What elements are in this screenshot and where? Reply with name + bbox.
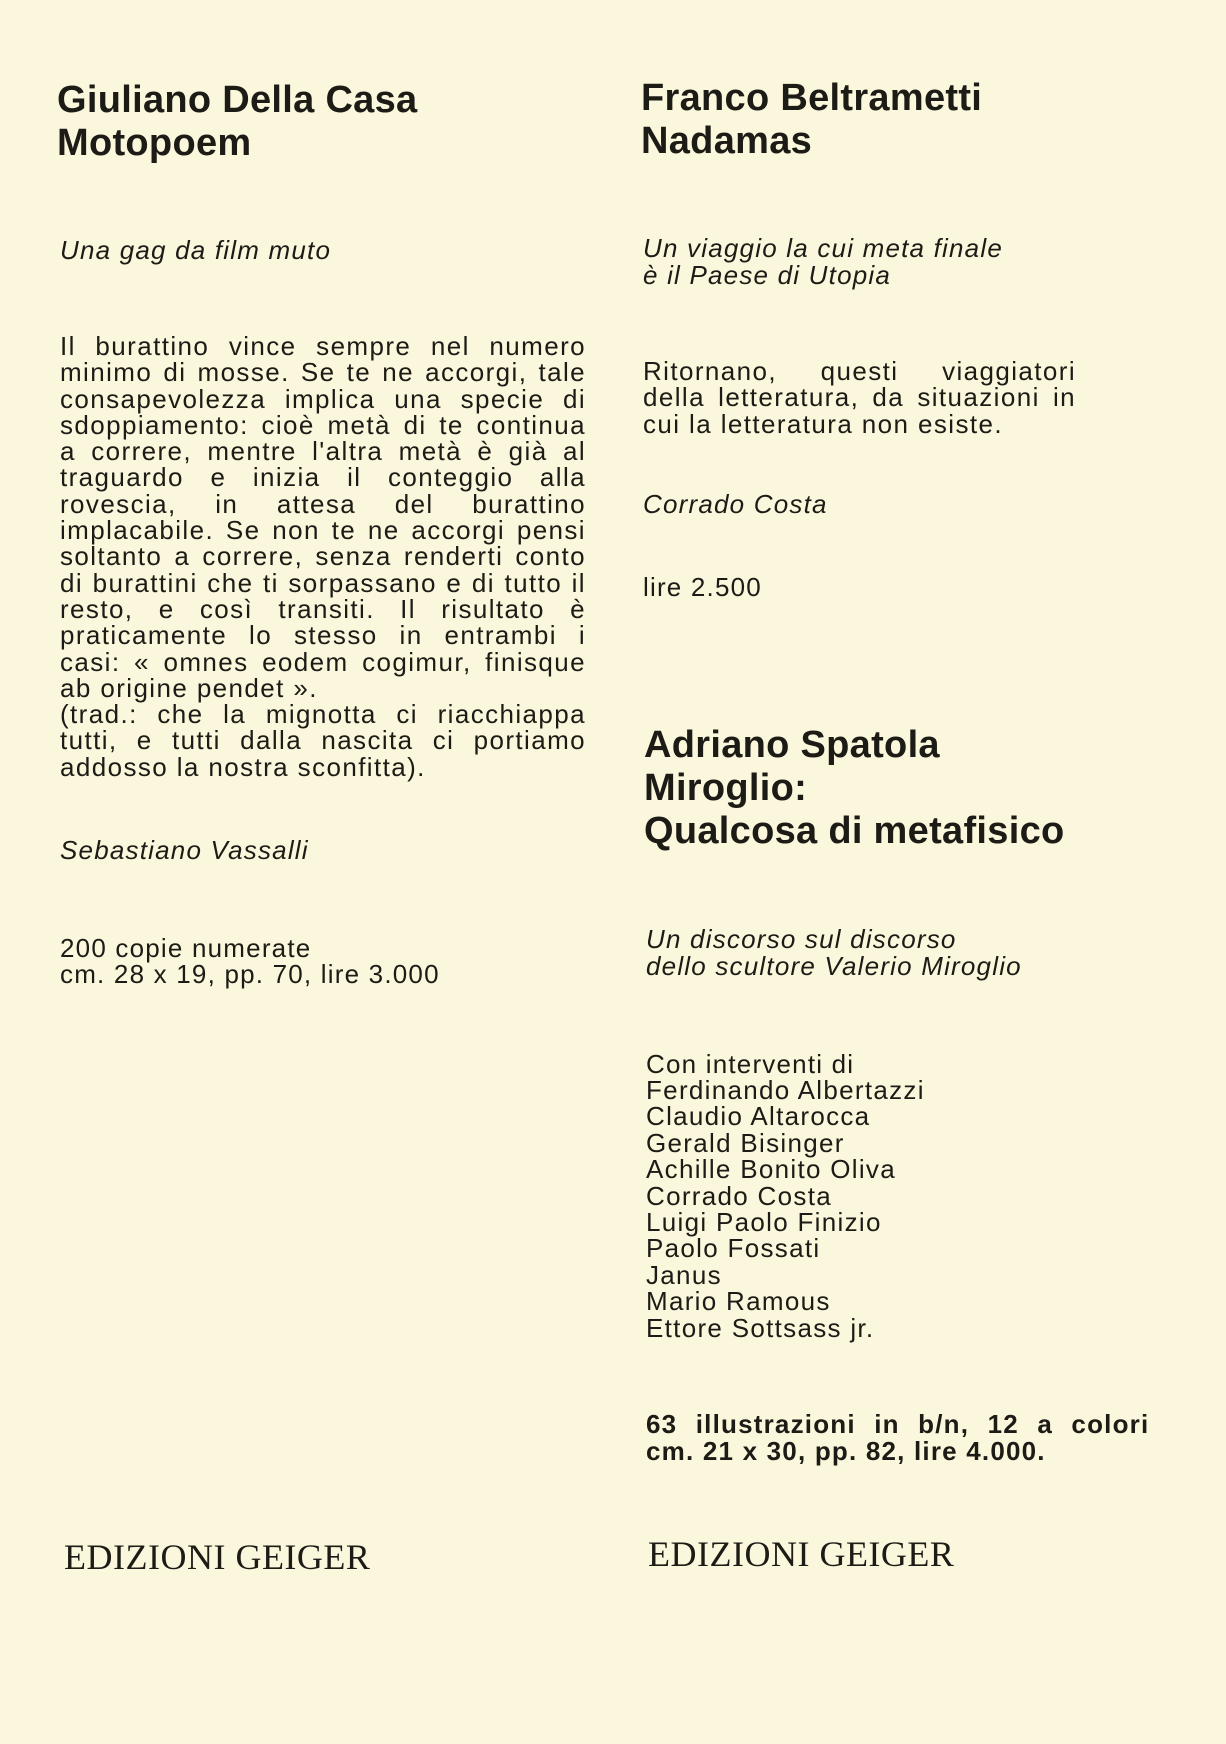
publisher-imprint-right: EDIZIONI GEIGER [648,1534,955,1574]
book-subtitle-nadamas-line2: è il Paese di Utopia [643,260,892,290]
spec-line-miroglio-dimensions: cm. 21 x 30, pp. 82, lire 4.000. [646,1436,1046,1466]
spec-line-dimensions: cm. 28 x 19, pp. 70, lire 3.000 [60,959,440,989]
list-item: Ferdinando Albertazzi [646,1075,925,1105]
spec-line-copies: 200 copie numerate [60,933,312,963]
book-subtitle-nadamas-line1: Un viaggio la cui meta finale [643,233,1003,263]
list-item: Paolo Fossati [646,1233,821,1264]
list-item: Claudio Altarocca [646,1101,871,1132]
reviewer-costa: Corrado Costa [643,489,828,519]
spec-line-illustrations: 63 illustrazioni in b/n, 12 a colori [646,1409,1150,1439]
list-item: Gerald Bisinger [646,1127,845,1158]
contributors-intro: Con interventi di [646,1049,855,1079]
book-title-nadamas: Nadamas [641,120,813,162]
contributors-list [646,1077,925,1341]
reviewer-vassalli: Sebastiano Vassalli [60,835,309,865]
price-nadamas: lire 2.500 [643,572,762,602]
book-subtitle-motopoem: Una gag da film muto [60,235,332,265]
book-description-motopoem: Il burattino vince sempre nel numero minimo di mosse. Se te ne accorgi, tale consapevolezza implica una specie di sdoppiamento: cioè metà di te continua a correre, mentre l'altra metà è già al traguardo e inizia il conteggio alla rovescia, in attesa del burattino implacabile. Se non te ne accorgi pensi soltanto a correre, senza renderti conto di burattini che ti sorpassano e di tutto il resto, e così transiti. Il risultato è praticamente lo stesso in entrambi i casi: « omnes eodem cogimur, finisque ab origine pendet ». (trad.: che la mignotta ci riacchiappa tutti, e tutti dalla nascita ci portiamo addosso la nostra sconfitta). [60,331,586,782]
list-item: Achille Bonito Oliva [646,1154,896,1185]
list-item: Corrado Costa [646,1180,832,1211]
publisher-imprint-left: EDIZIONI GEIGER [64,1537,371,1577]
list-item: Ettore Sottsass jr. [646,1312,875,1343]
list-item: Janus [646,1259,722,1290]
book-author-beltrametti: Franco Beltrametti [641,77,983,119]
book-subtitle-miroglio-line2: dello scultore Valerio Miroglio [646,951,1022,981]
book-author-spatola: Adriano Spatola [644,724,940,766]
list-item: Mario Ramous [646,1286,831,1317]
list-item: Luigi Paolo Finizio [646,1207,882,1238]
book-title-motopoem: Motopoem [57,122,252,164]
book-description-nadamas: Ritornano, questi viaggiatori della letteratura, da situazioni in cui la letteratura non esiste. [643,356,1076,439]
book-title-miroglio: Miroglio: [644,767,808,809]
book-author-della-casa: Giuliano Della Casa [57,79,418,121]
book-title-miroglio-subtitle: Qualcosa di metafisico [644,810,1065,852]
book-subtitle-miroglio-line1: Un discorso sul discorso [646,924,957,954]
